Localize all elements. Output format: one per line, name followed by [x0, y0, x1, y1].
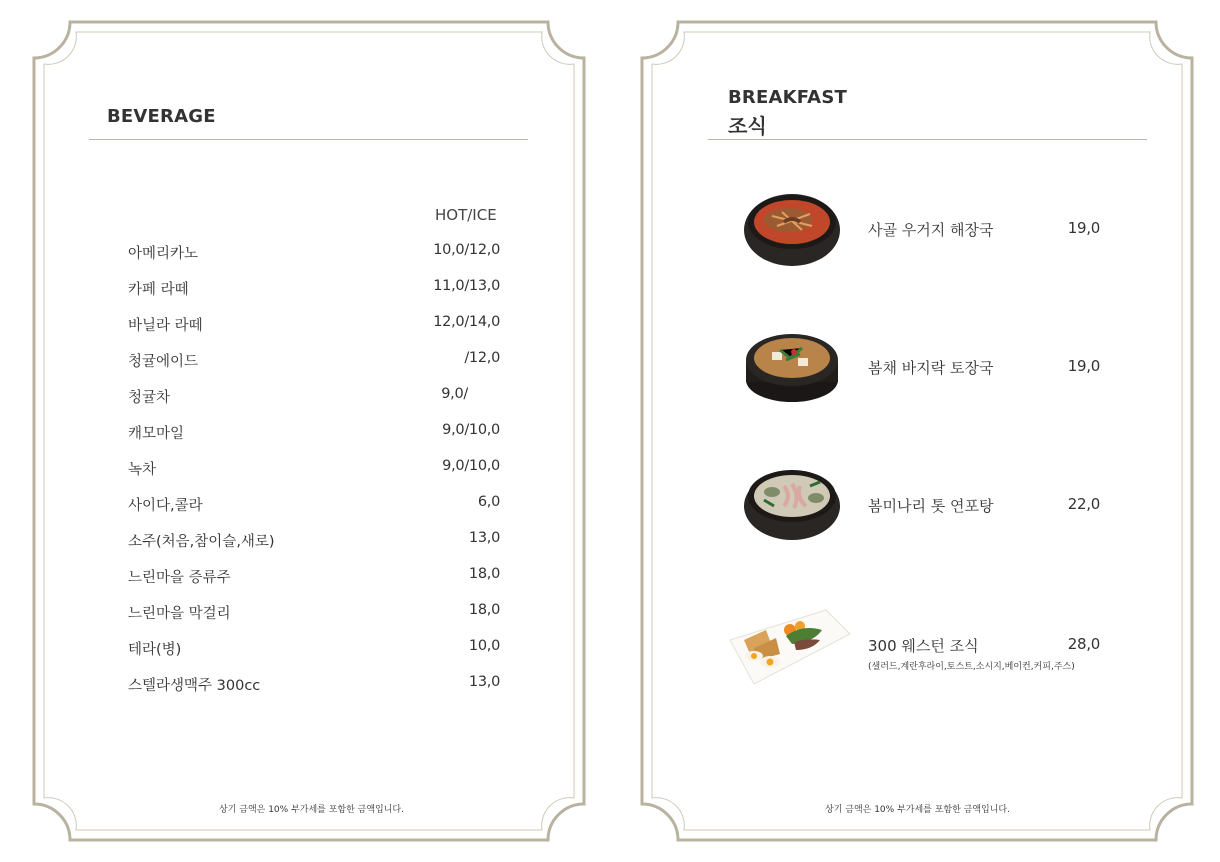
title-divider: [89, 139, 528, 140]
item-price: /12,0: [464, 350, 500, 366]
item-price: 19,0: [1067, 219, 1100, 237]
item-price: 22,0: [1067, 495, 1100, 513]
item-name: 느린마을 막걸리: [128, 606, 231, 622]
list-item: [128, 242, 500, 266]
list-item: [128, 530, 500, 554]
item-name: 사골 우거지 해장국: [868, 221, 994, 239]
title-divider: [708, 139, 1147, 140]
octopus-soup-bowl-photo: [732, 456, 852, 552]
list-item: [128, 314, 500, 338]
item-name: 느린마을 증류주: [128, 570, 231, 586]
column-header-hot-ice: HOT/ICE: [435, 206, 497, 224]
list-item: [128, 674, 500, 698]
item-name: 사이다,콜라: [128, 498, 203, 514]
page-title-ko: 조식: [728, 114, 768, 138]
item-name: 소주(처음,참이슬,새로): [128, 534, 275, 550]
soybean-soup-bowl-photo: [732, 320, 852, 416]
western-breakfast-plate-photo: [724, 596, 854, 692]
item-price: 11,0/13,0: [433, 278, 500, 294]
spicy-soup-bowl-photo: [732, 182, 852, 278]
item-name: 카페 라떼: [128, 282, 189, 298]
breakfast-page: [610, 0, 1220, 862]
vat-footnote: 상기 금액은 10% 부가세를 포함한 금액입니다.: [825, 805, 1010, 815]
list-item: [128, 638, 500, 662]
item-price: 18,0: [468, 602, 500, 618]
item-name: 스텔라생맥주 300cc: [128, 678, 261, 694]
menu-item: [732, 182, 1122, 278]
list-item: [128, 602, 500, 626]
item-name: 청귤차: [128, 390, 171, 406]
item-name: 바닐라 라떼: [128, 318, 203, 334]
item-price: 10,0/12,0: [433, 242, 500, 258]
item-price: 12,0/14,0: [433, 314, 500, 330]
item-price: 13,0: [468, 530, 500, 546]
menu-item: [732, 456, 1122, 552]
item-name: 봄미나리 톳 연포탕: [868, 497, 994, 515]
item-name: 캐모마일: [128, 426, 185, 442]
item-price: 9,0/10,0: [442, 458, 500, 474]
item-price: 18,0: [468, 566, 500, 582]
item-name: 봄채 바지락 토장국: [868, 359, 994, 377]
item-price: 13,0: [468, 674, 500, 690]
page-title-en: BREAKFAST: [728, 87, 847, 108]
ornamental-frame: [610, 0, 1220, 862]
item-price: 28,0: [1067, 635, 1100, 653]
list-item: [128, 566, 500, 590]
item-price: 6,0: [477, 494, 500, 510]
item-price: 10,0: [468, 638, 500, 654]
list-item: [128, 386, 500, 410]
list-item: [128, 278, 500, 302]
page-title: BEVERAGE: [107, 106, 216, 127]
item-name: 테라(병): [128, 642, 182, 658]
list-item: [128, 458, 500, 482]
item-name: 청귤에이드: [128, 354, 199, 370]
item-name: 녹차: [128, 462, 157, 478]
vat-footnote: 상기 금액은 10% 부가세를 포함한 금액입니다.: [219, 805, 404, 815]
item-price: 19,0: [1067, 357, 1100, 375]
menu-item: [732, 596, 1122, 692]
item-price: 9,0/: [441, 386, 468, 402]
item-price: 9,0/10,0: [442, 422, 500, 438]
menu-item: [732, 320, 1122, 416]
list-item: [128, 494, 500, 518]
item-note: (샐러드,계란후라이,토스트,소시지,베이컨,커피,주스): [868, 662, 1075, 672]
list-item: [128, 350, 500, 374]
item-name: 아메리카노: [128, 246, 199, 262]
list-item: [128, 422, 500, 446]
item-name: 300 웨스턴 조식: [868, 637, 979, 655]
